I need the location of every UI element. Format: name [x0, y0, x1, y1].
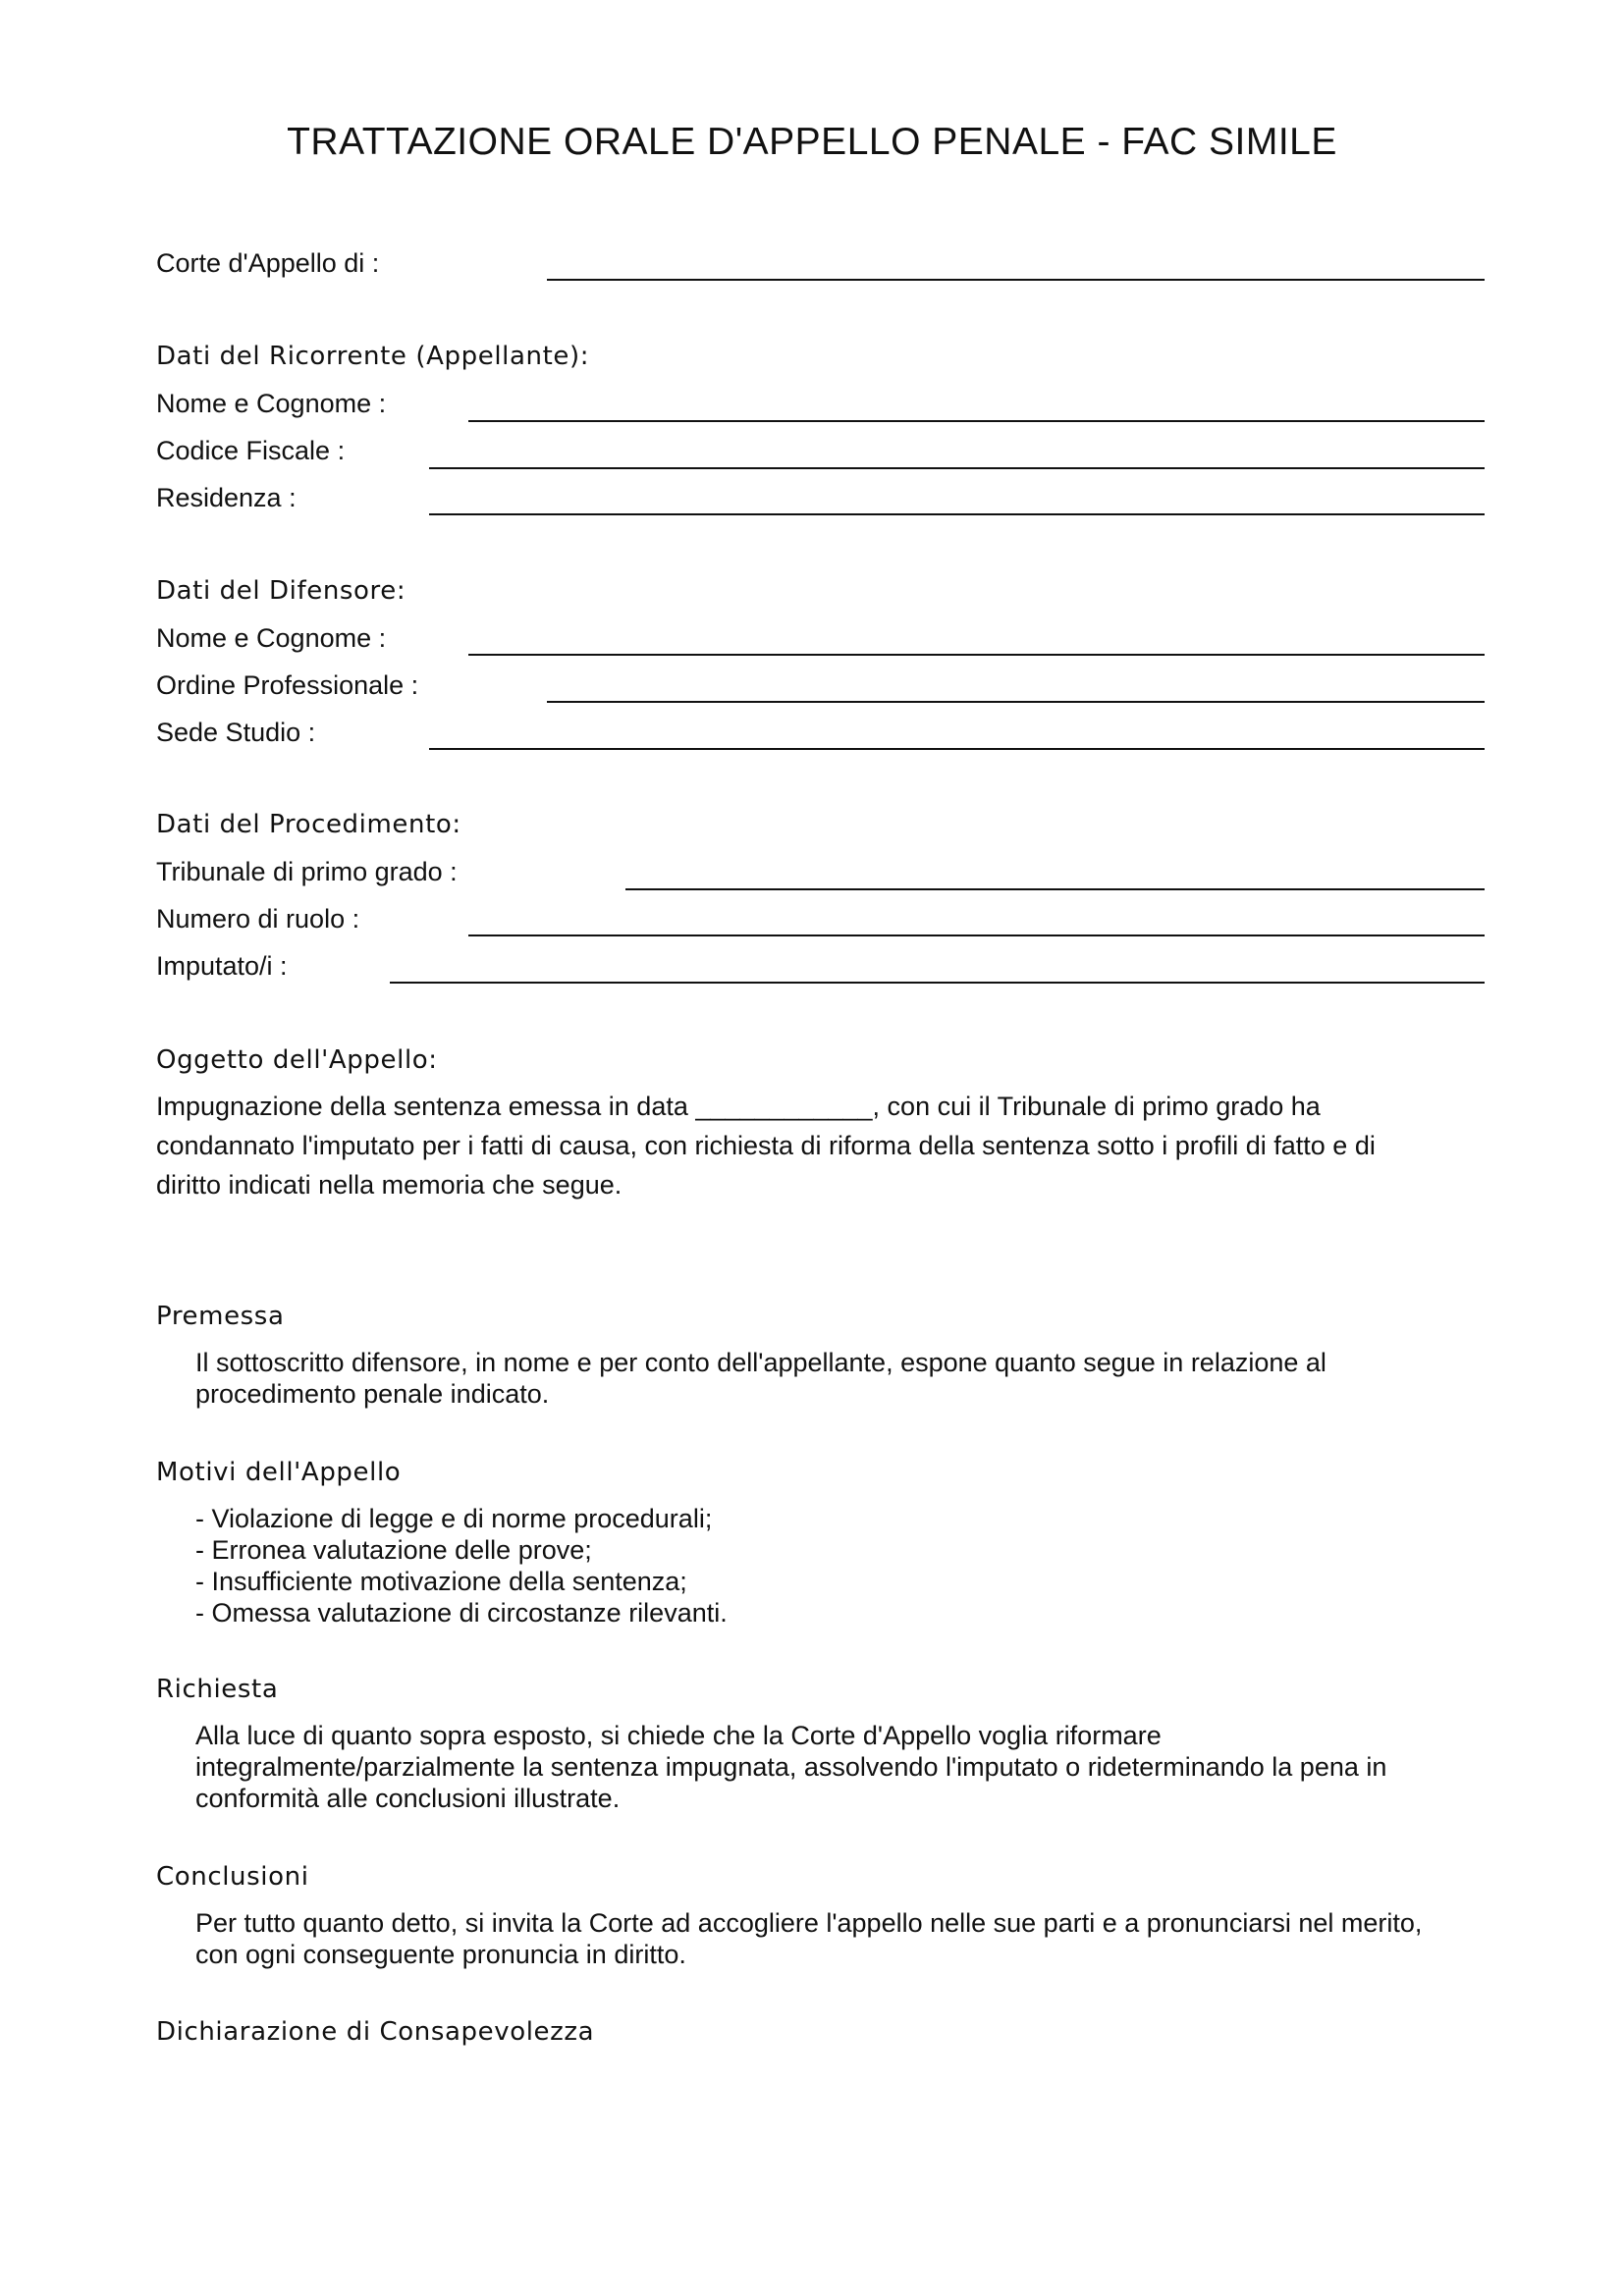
motivi-item: - Violazione di legge e di norme procedurali; — [195, 1504, 713, 1533]
corte-appello-label: Corte d'Appello di : — [156, 248, 380, 278]
conclusioni-paragraph — [195, 1907, 1511, 1970]
difensore-heading: Dati del Difensore: — [156, 576, 406, 606]
oggetto-line: diritto indicati nella memoria che segue. — [156, 1170, 623, 1200]
difensore-ordine-label: Ordine Professionale : — [156, 670, 419, 700]
procedimento-tribunale-field[interactable] — [625, 888, 1485, 890]
premessa-line: procedimento penale indicato. — [195, 1379, 550, 1409]
difensore-nome-label: Nome e Cognome : — [156, 623, 387, 653]
motivi-item: - Erronea valutazione delle prove; — [195, 1535, 592, 1565]
difensore-nome-field[interactable] — [468, 654, 1485, 656]
richiesta-line: conformità alle conclusioni illustrate. — [195, 1784, 621, 1813]
conclusioni-line: Per tutto quanto detto, si invita la Corte ad accogliere l'appello nelle sue parti e a pronunciarsi nel merito, — [195, 1908, 1423, 1938]
oggetto-line: Impugnazione della sentenza emessa in data ____________, con cui il Tribunale di primo grado ha — [156, 1092, 1321, 1121]
difensore-ordine-field[interactable] — [547, 701, 1485, 703]
motivi-heading: Motivi dell'Appello — [156, 1458, 402, 1487]
conclusioni-line: con ogni conseguente pronuncia in diritto. — [195, 1940, 686, 1969]
ricorrente-cf-field[interactable] — [429, 467, 1485, 469]
procedimento-heading: Dati del Procedimento: — [156, 810, 461, 839]
dichiarazione-heading: Dichiarazione di Consapevolezza — [156, 2017, 595, 2047]
conclusioni-heading: Conclusioni — [156, 1862, 309, 1892]
motivi-list — [195, 1503, 1511, 1629]
motivi-item: - Insufficiente motivazione della sentenza; — [195, 1567, 687, 1596]
ricorrente-residenza-field[interactable] — [429, 513, 1485, 515]
ricorrente-residenza-label: Residenza : — [156, 483, 297, 512]
difensore-sede-label: Sede Studio : — [156, 718, 316, 747]
procedimento-imputati-label: Imputato/i : — [156, 951, 288, 981]
ricorrente-heading: Dati del Ricorrente (Appellante): — [156, 342, 590, 371]
procedimento-tribunale-label: Tribunale di primo grado : — [156, 857, 458, 886]
procedimento-imputati-field[interactable] — [390, 982, 1485, 984]
corte-appello-field[interactable] — [547, 279, 1485, 281]
richiesta-paragraph — [195, 1720, 1511, 1814]
richiesta-heading: Richiesta — [156, 1675, 279, 1704]
motivi-item: - Omessa valutazione di circostanze rilevanti. — [195, 1598, 728, 1628]
richiesta-line: Alla luce di quanto sopra esposto, si chiede che la Corte d'Appello voglia riformare — [195, 1721, 1162, 1750]
oggetto-paragraph — [156, 1087, 1491, 1204]
ricorrente-cf-label: Codice Fiscale : — [156, 436, 346, 465]
ricorrente-nome-label: Nome e Cognome : — [156, 389, 387, 418]
premessa-paragraph — [195, 1347, 1511, 1410]
premessa-heading: Premessa — [156, 1302, 285, 1331]
difensore-sede-field[interactable] — [429, 748, 1485, 750]
premessa-line: Il sottoscritto difensore, in nome e per conto dell'appellante, espone quanto segue in relazione al — [195, 1348, 1326, 1377]
procedimento-ruolo-label: Numero di ruolo : — [156, 904, 360, 934]
document-title: TRATTAZIONE ORALE D'APPELLO PENALE - FAC SIMILE — [287, 121, 1337, 163]
ricorrente-nome-field[interactable] — [468, 420, 1485, 422]
oggetto-heading: Oggetto dell'Appello: — [156, 1045, 438, 1075]
richiesta-line: integralmente/parzialmente la sentenza impugnata, assolvendo l'imputato o rideterminando la pena in — [195, 1752, 1387, 1782]
procedimento-ruolo-field[interactable] — [468, 934, 1485, 936]
oggetto-line: condannato l'imputato per i fatti di causa, con richiesta di riforma della sentenza sotto i profili di fatto e di — [156, 1131, 1376, 1160]
